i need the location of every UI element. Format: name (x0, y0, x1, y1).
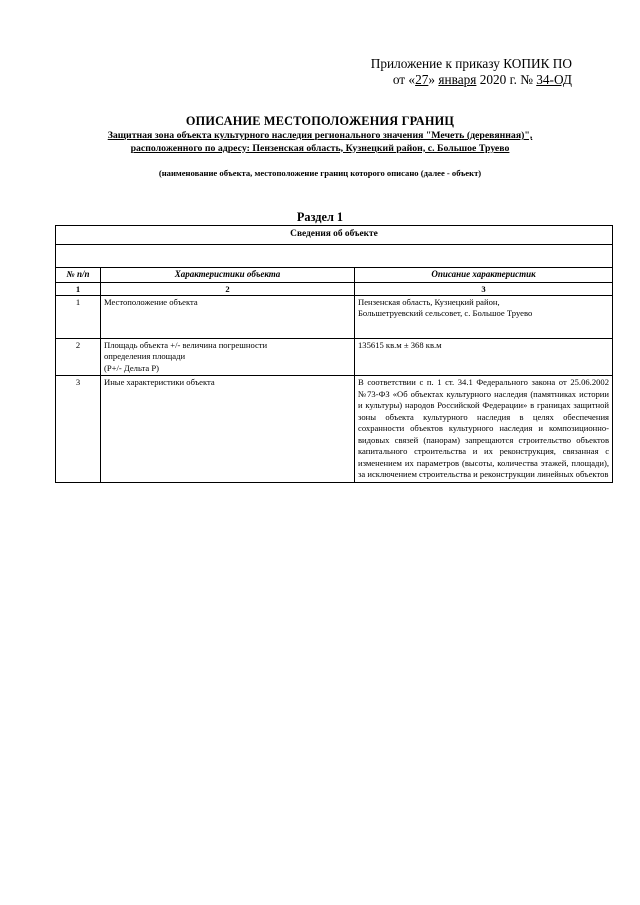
date-prefix: от « (392, 72, 416, 87)
subject-line-2: расположенного по адресу: Пензенская область, Кузнецкий район, с. Большое Труево (130, 142, 510, 154)
header-description: Описание характеристик (355, 268, 613, 283)
row-description: В соответствии с п. 1 ст. 34.1 Федерального закона от 25.06.2002 №73-ФЗ «Об объектах культурного наследия (памятниках истории и культуры) народов Российской Федерации» в границах защитной зоны объекта культурного наследия в целях обеспечения сохранности объектов культурного наследия и композиционно-видовых связей (панорам) запрещаются строительство объектов капитального строительства и их реконструкция, связанная с изменением их параметров (высоты, количества этажей, площади), за исключением строительства и реконструкции линейных объектов (355, 376, 613, 483)
attachment-line-2 (371, 72, 572, 88)
row-description (355, 295, 613, 338)
col-number-3: 3 (355, 282, 613, 295)
attachment-line-1: Приложение к приказу КОПИК ПО (370, 56, 572, 71)
table-column-numbers (56, 282, 613, 295)
row-description: 135615 кв.м ± 368 кв.м (355, 338, 613, 376)
characteristic-line: определения площади (104, 351, 186, 361)
attachment-note (371, 56, 572, 88)
col-number-2: 2 (101, 282, 355, 295)
date-mid: » (428, 72, 439, 87)
table-row (56, 376, 613, 483)
row-characteristic: Местоположение объекта (101, 295, 355, 338)
row-characteristic: Иные характеристики объекта (101, 376, 355, 483)
row-characteristic (101, 338, 355, 376)
naming-note: (наименование объекта, местоположение границ которого описано (далее - объект) (158, 168, 482, 178)
characteristic-line: (P+/- Дельта P) (104, 362, 160, 373)
date-day: 27 (415, 72, 429, 87)
col-number-1: 1 (56, 282, 101, 295)
date-month: января (438, 72, 477, 87)
table-row (56, 295, 613, 338)
object-subject (0, 130, 640, 155)
table-title: Сведения об объекте (56, 226, 613, 245)
header-num: № п/п (56, 268, 101, 283)
description-line: Пензенская область, Кузнецкий район, (358, 296, 500, 307)
header-characteristic: Характеристики объекта (101, 268, 355, 283)
section-title: Раздел 1 (296, 210, 344, 224)
date-year: 2020 г. № (476, 72, 537, 87)
table-row (56, 338, 613, 376)
row-num: 2 (56, 338, 101, 376)
characteristic-line: Площадь объекта +/- величина погрешности (104, 339, 268, 350)
row-num: 3 (56, 376, 101, 483)
document-title: ОПИСАНИЕ МЕСТОПОЛОЖЕНИЯ ГРАНИЦ (185, 114, 455, 128)
table-empty-row (56, 245, 613, 268)
order-number: 34-ОД (536, 72, 572, 87)
description-line: Большетруевский сельсовет, с. Большое Труево (358, 308, 533, 318)
table-header-row (56, 268, 613, 283)
object-info-table (55, 225, 613, 483)
row-num: 1 (56, 295, 101, 338)
subject-line-1: Защитная зона объекта культурного наследия регионального значения "Мечеть (деревянная)", (107, 130, 533, 141)
